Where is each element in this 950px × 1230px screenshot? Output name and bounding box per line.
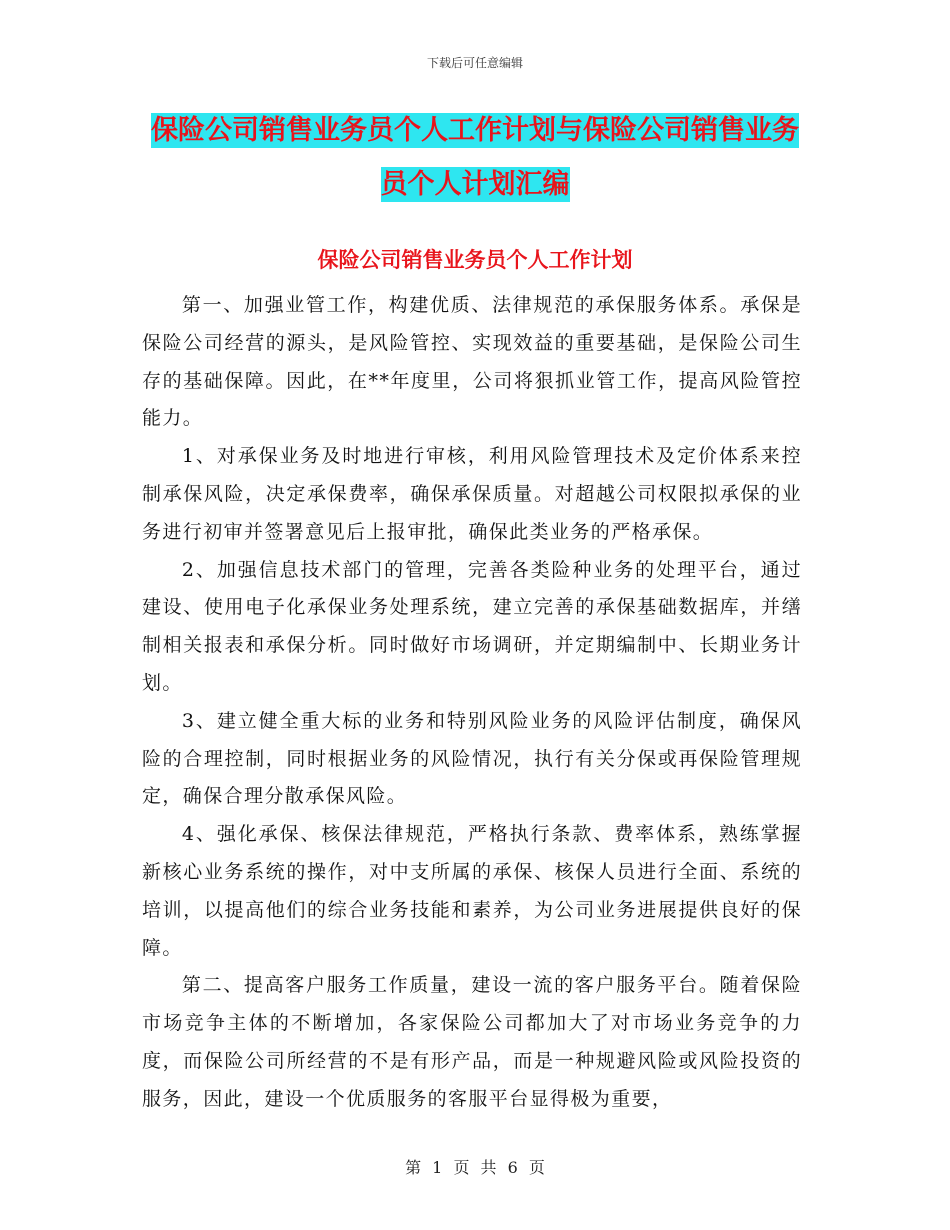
paragraph: 3、建立健全重大标的业务和特别风险业务的风险评估制度，确保风险的合理控制，同时根据业务的风险情况，执行有关分保或再保险管理规定，确保合理分散承保风险。: [142, 709, 802, 808]
page-number: 第 1 页 共 6 页: [405, 1158, 545, 1177]
paragraph: 1、对承保业务及时地进行审核，利用风险管理技术及定价体系来控制承保风险，决定承保费率，确保承保质量。对超越公司权限拟承保的业务进行初审并签署意见后上报审批，确保此类业务的严格承保。: [142, 445, 802, 543]
paragraph: 2、加强信息技术部门的管理，完善各类险种业务的处理平台，通过建设、使用电子化承保业务处理系统，建立完善的承保基础数据库，并缮制相关报表和承保分析。同时做好市场调研，并定期编制中、长期业务计划。: [142, 558, 802, 694]
section-title: 保险公司销售业务员个人工作计划: [317, 248, 633, 272]
paragraph: 4、强化承保、核保法律规范，严格执行条款、费率体系，熟练掌握新核心业务系统的操作，对中支所属的承保、核保人员进行全面、系统的培训，以提高他们的综合业务技能和素养，为公司业务进展提供良好的保障。: [142, 823, 802, 959]
paragraph: 第二、提高客户服务工作质量，建设一流的客户服务平台。随着保险市场竞争主体的不断增加，各家保险公司都加大了对市场业务竞争的力度，而保险公司所经营的不是有形产品，而是一种规避风险或风险投资的服务，因此，建设一个优质服务的客服平台显得极为重要，: [142, 974, 802, 1110]
main-title-text: 保险公司销售业务员个人工作计划与保险公司销售业务员个人计划汇编: [151, 115, 799, 200]
document-main-title: [140, 104, 810, 212]
paragraph: 第一、加强业管工作，构建优质、法律规范的承保服务体系。承保是保险公司经营的源头，是风险管控、实现效益的重要基础，是保险公司生存的基础保障。因此，在**年度里，公司将狠抓业管工作，提高风险管控能力。: [142, 294, 802, 430]
document-body: [142, 287, 802, 1119]
header-note: 下载后可任意编辑: [426, 56, 523, 70]
